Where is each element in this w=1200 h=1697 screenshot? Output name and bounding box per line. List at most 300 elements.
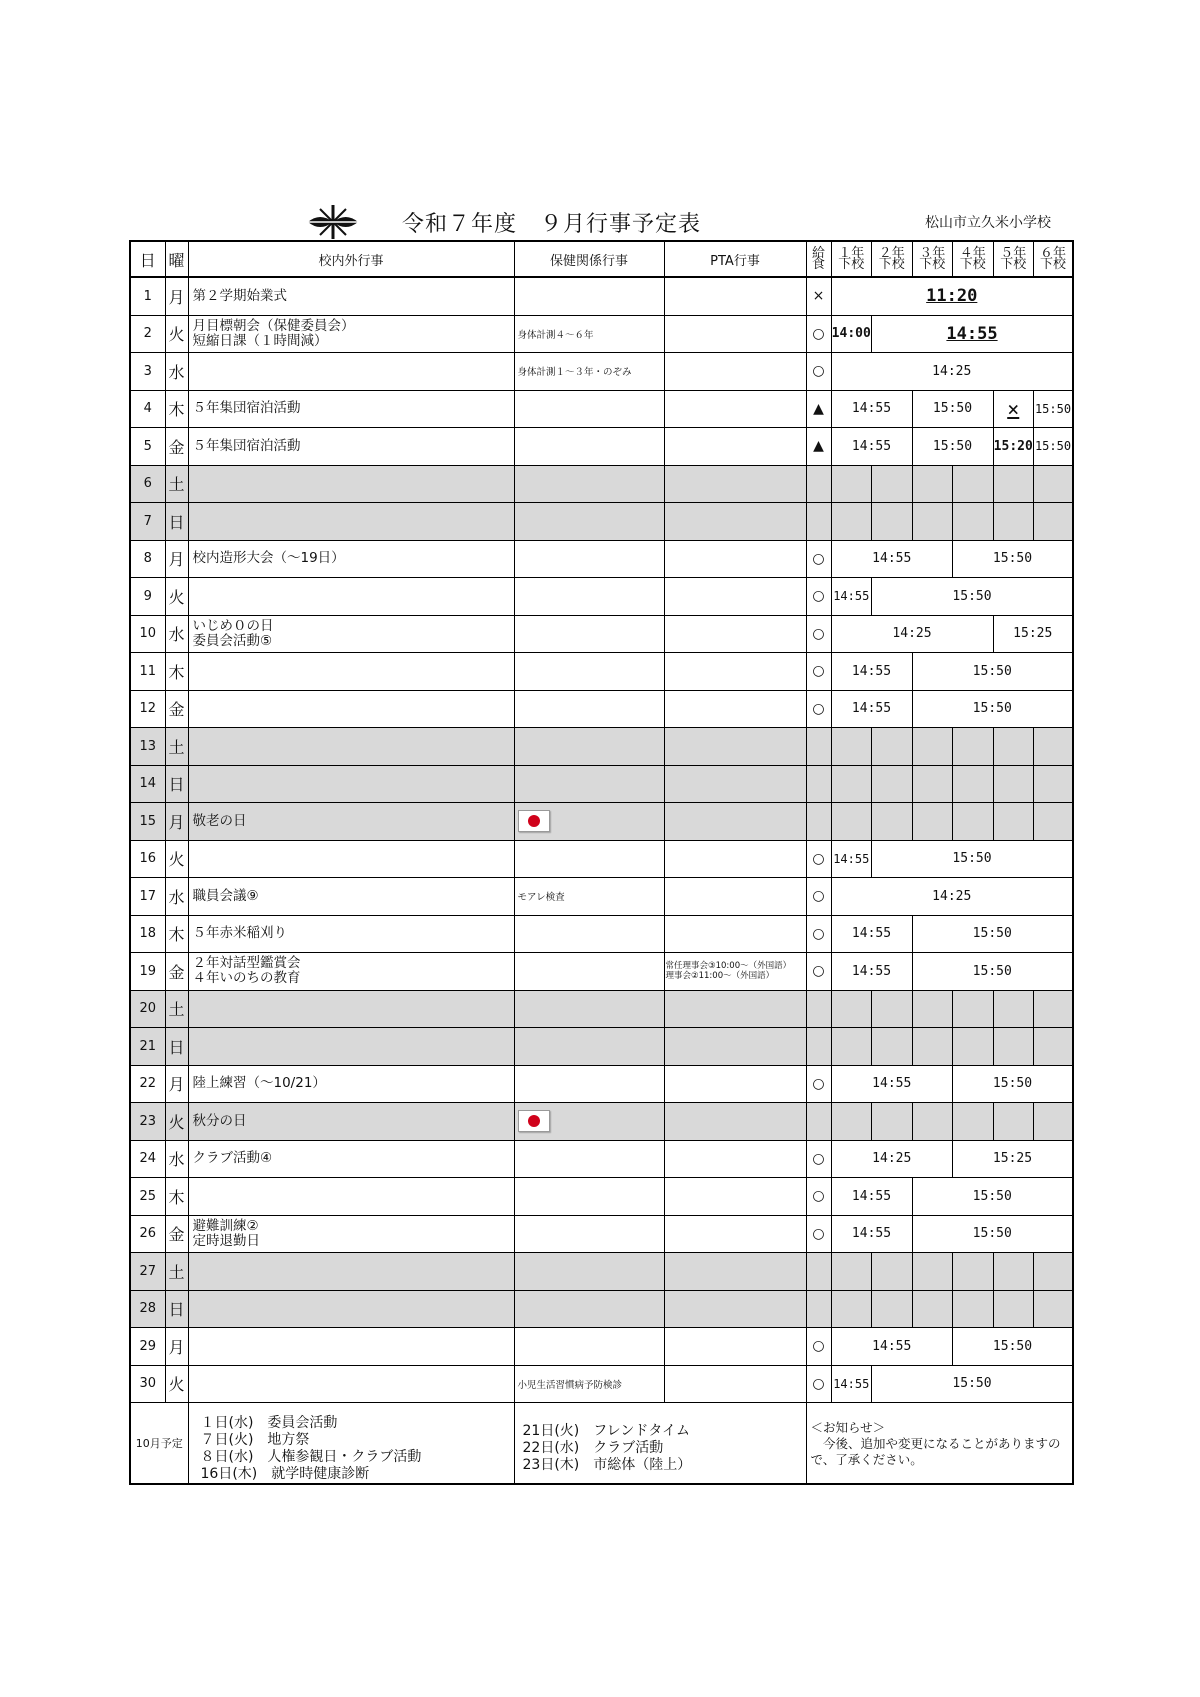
dismissal-time-cell bbox=[953, 765, 994, 803]
pta-event-cell bbox=[664, 1140, 806, 1178]
dismissal-time-cell bbox=[993, 1103, 1034, 1141]
dismissal-time-cell: 14:55 bbox=[831, 840, 872, 878]
pta-event-cell bbox=[664, 1065, 806, 1103]
dismissal-time-cell bbox=[872, 728, 913, 766]
table-row bbox=[130, 765, 1073, 803]
day-cell: 19 bbox=[130, 953, 165, 991]
header-health-events: 保健関係行事 bbox=[514, 241, 664, 277]
dismissal-time-cell: 14:00 bbox=[831, 315, 872, 353]
dismissal-time-cell: 11:20 bbox=[831, 277, 1073, 315]
lunch-cell: ○ bbox=[806, 1178, 831, 1216]
page-title: 令和７年度 ９月行事予定表 bbox=[402, 212, 702, 237]
school-event-cell bbox=[188, 803, 514, 841]
school-event-cell bbox=[188, 1103, 514, 1141]
school-event-text: 敬老の日 bbox=[192, 812, 247, 829]
school-event-cell bbox=[188, 1215, 514, 1253]
school-event-cell bbox=[188, 1028, 514, 1066]
school-event-text: 陸上練習（～10/21） bbox=[192, 1075, 326, 1092]
day-cell: 8 bbox=[130, 540, 165, 578]
health-event-cell bbox=[514, 503, 664, 541]
school-event-text: いじめ０の日 bbox=[192, 617, 274, 634]
pta-event-cell bbox=[664, 840, 806, 878]
school-event-cell bbox=[188, 690, 514, 728]
dismissal-time-cell: 15:50 bbox=[1034, 390, 1074, 428]
school-event-cell bbox=[188, 578, 514, 616]
lunch-cell bbox=[806, 728, 831, 766]
dismissal-time-cell: 15:50 bbox=[953, 540, 1074, 578]
school-event-text: 第２学期始業式 bbox=[192, 287, 287, 304]
dismissal-time-cell bbox=[1034, 465, 1074, 503]
dismissal-time-cell: 15:50 bbox=[872, 1365, 1074, 1403]
day-cell: 17 bbox=[130, 878, 165, 916]
dow-cell: 日 bbox=[165, 503, 188, 541]
school-event-text: 短縮日課（１時間減） bbox=[192, 332, 328, 349]
day-cell: 22 bbox=[130, 1065, 165, 1103]
dismissal-time-cell bbox=[831, 1103, 872, 1141]
dismissal-time-cell: 15:50 bbox=[953, 1328, 1074, 1366]
dismissal-time-cell bbox=[831, 1028, 872, 1066]
lunch-cell bbox=[806, 1028, 831, 1066]
dismissal-time-cell bbox=[872, 765, 913, 803]
dismissal-time-cell bbox=[912, 1103, 953, 1141]
footer-row bbox=[130, 1403, 1073, 1485]
day-cell: 12 bbox=[130, 690, 165, 728]
dismissal-time-cell bbox=[1034, 1103, 1074, 1141]
school-event-cell bbox=[188, 840, 514, 878]
lunch-cell: ○ bbox=[806, 578, 831, 616]
footer-left-item: 16日(木) 就学時健康診断 bbox=[200, 1466, 370, 1482]
health-event-cell bbox=[514, 578, 664, 616]
school-event-cell bbox=[188, 1065, 514, 1103]
lunch-cell bbox=[806, 803, 831, 841]
day-cell: 16 bbox=[130, 840, 165, 878]
school-event-text: ５年赤米稲刈り bbox=[192, 925, 287, 942]
table-row bbox=[130, 465, 1073, 503]
school-event-cell bbox=[188, 1140, 514, 1178]
dow-cell: 水 bbox=[165, 353, 188, 391]
school-event-text: 校内造形大会（～19日） bbox=[192, 550, 345, 567]
header-row bbox=[130, 241, 1073, 277]
dismissal-time-cell bbox=[912, 465, 953, 503]
lunch-cell: ○ bbox=[806, 315, 831, 353]
dismissal-time-cell bbox=[953, 803, 994, 841]
health-event-cell bbox=[514, 277, 664, 315]
footer-notice bbox=[806, 1403, 1073, 1485]
header-lunch: 給食 bbox=[806, 241, 831, 277]
pta-event-cell bbox=[664, 540, 806, 578]
school-event-cell bbox=[188, 1290, 514, 1328]
dismissal-time-cell: 15:50 bbox=[872, 840, 1074, 878]
pta-event-cell bbox=[664, 765, 806, 803]
dismissal-time-cell: 15:50 bbox=[912, 690, 1073, 728]
day-cell: 3 bbox=[130, 353, 165, 391]
table-row bbox=[130, 1365, 1073, 1403]
lunch-cell bbox=[806, 1290, 831, 1328]
pta-event-cell bbox=[664, 1290, 806, 1328]
health-event-cell bbox=[514, 428, 664, 466]
table-row bbox=[130, 503, 1073, 541]
dismissal-time-cell bbox=[953, 465, 994, 503]
day-cell: 20 bbox=[130, 990, 165, 1028]
health-event-cell bbox=[514, 1215, 664, 1253]
dismissal-time-cell bbox=[953, 728, 994, 766]
pta-event-cell bbox=[664, 953, 806, 991]
health-event-cell bbox=[514, 1028, 664, 1066]
header-grade-6: ６年 下校 bbox=[1034, 241, 1074, 277]
dismissal-time-cell bbox=[1034, 1290, 1074, 1328]
schedule-table bbox=[129, 240, 1074, 1485]
dismissal-time-cell: 15:50 bbox=[912, 915, 1073, 953]
lunch-cell: ○ bbox=[806, 653, 831, 691]
table-row bbox=[130, 915, 1073, 953]
lunch-cell bbox=[806, 1253, 831, 1291]
pta-event-cell bbox=[664, 390, 806, 428]
day-cell: 25 bbox=[130, 1178, 165, 1216]
health-event-cell: モアレ検査 bbox=[514, 878, 664, 916]
footer-left-item: １日(水) 委員会活動 bbox=[200, 1415, 338, 1431]
lunch-cell: ○ bbox=[806, 540, 831, 578]
pta-event-cell bbox=[664, 503, 806, 541]
school-event-text: ５年集団宿泊活動 bbox=[192, 437, 301, 454]
dismissal-time-cell bbox=[993, 1028, 1034, 1066]
dow-cell: 月 bbox=[165, 1065, 188, 1103]
lunch-cell: ○ bbox=[806, 690, 831, 728]
footer-label: 10月予定 bbox=[130, 1403, 188, 1485]
day-cell: 23 bbox=[130, 1103, 165, 1141]
school-event-text: ４年いのちの教育 bbox=[192, 970, 301, 987]
dismissal-time-cell bbox=[872, 1103, 913, 1141]
dismissal-time-cell: 14:25 bbox=[831, 615, 993, 653]
dismissal-time-cell bbox=[872, 803, 913, 841]
dismissal-time-cell bbox=[1034, 803, 1074, 841]
dismissal-time-cell bbox=[993, 728, 1034, 766]
table-row bbox=[130, 953, 1073, 991]
footer-middle-item: 22日(水) クラブ活動 bbox=[522, 1440, 664, 1456]
lunch-cell: ▲ bbox=[806, 428, 831, 466]
dow-cell: 水 bbox=[165, 878, 188, 916]
dismissal-time-cell bbox=[872, 465, 913, 503]
pta-event-cell bbox=[664, 1328, 806, 1366]
table-row bbox=[130, 540, 1073, 578]
table-row bbox=[130, 803, 1073, 841]
lunch-cell: ○ bbox=[806, 1365, 831, 1403]
pta-event-text: 常任理事会③10:00～（外国語） bbox=[665, 961, 792, 972]
health-event-cell bbox=[514, 1065, 664, 1103]
health-event-cell bbox=[514, 1328, 664, 1366]
lunch-cell: ○ bbox=[806, 1328, 831, 1366]
health-event-cell bbox=[514, 840, 664, 878]
pta-event-cell bbox=[664, 1215, 806, 1253]
dismissal-time-cell: 15:25 bbox=[993, 615, 1073, 653]
school-event-text: クラブ活動④ bbox=[192, 1150, 273, 1167]
school-event-cell bbox=[188, 653, 514, 691]
school-event-text: 避難訓練② bbox=[192, 1217, 259, 1234]
pta-event-cell bbox=[664, 728, 806, 766]
dow-cell: 金 bbox=[165, 1215, 188, 1253]
day-cell: 10 bbox=[130, 615, 165, 653]
table-row bbox=[130, 1328, 1073, 1366]
dow-cell: 火 bbox=[165, 315, 188, 353]
school-event-cell bbox=[188, 353, 514, 391]
school-emblem-icon bbox=[306, 203, 360, 241]
dismissal-time-cell: 14:55 bbox=[831, 915, 912, 953]
dismissal-time-cell bbox=[831, 503, 872, 541]
dow-cell: 火 bbox=[165, 840, 188, 878]
school-event-cell bbox=[188, 615, 514, 653]
header-grade-4: ４年 下校 bbox=[953, 241, 994, 277]
table-row bbox=[130, 1103, 1073, 1141]
dismissal-time-cell bbox=[993, 990, 1034, 1028]
lunch-cell: ○ bbox=[806, 840, 831, 878]
school-event-text: 委員会活動⑤ bbox=[192, 632, 273, 649]
health-event-cell bbox=[514, 465, 664, 503]
pta-event-cell bbox=[664, 990, 806, 1028]
dismissal-time-cell bbox=[912, 1290, 953, 1328]
day-cell: 18 bbox=[130, 915, 165, 953]
dismissal-time-cell bbox=[993, 1290, 1034, 1328]
table-row bbox=[130, 690, 1073, 728]
health-event-cell bbox=[514, 728, 664, 766]
school-event-cell bbox=[188, 765, 514, 803]
dismissal-time-cell bbox=[1034, 1028, 1074, 1066]
health-event-cell bbox=[514, 1253, 664, 1291]
dismissal-time-cell bbox=[912, 990, 953, 1028]
health-event-cell: 身体計測４～６年 bbox=[514, 315, 664, 353]
table-row bbox=[130, 878, 1073, 916]
lunch-cell: × bbox=[806, 277, 831, 315]
school-event-text: 職員会議⑨ bbox=[192, 887, 259, 904]
pta-event-cell bbox=[664, 1103, 806, 1141]
day-cell: 9 bbox=[130, 578, 165, 616]
dismissal-time-cell bbox=[872, 1290, 913, 1328]
dismissal-time-cell bbox=[872, 990, 913, 1028]
dismissal-time-cell bbox=[912, 803, 953, 841]
pta-event-cell bbox=[664, 277, 806, 315]
school-event-text: ２年対話型鑑賞会 bbox=[192, 955, 301, 972]
health-event-cell bbox=[514, 615, 664, 653]
dismissal-time-cell: 14:55 bbox=[831, 428, 912, 466]
footer-notice-text: 今後、追加や変更になることがありますので、了承ください。 bbox=[810, 1435, 1061, 1467]
dow-cell: 日 bbox=[165, 1028, 188, 1066]
dismissal-time-cell bbox=[912, 765, 953, 803]
japan-flag-icon bbox=[518, 1110, 550, 1132]
table-row bbox=[130, 428, 1073, 466]
pta-event-cell bbox=[664, 1253, 806, 1291]
footer-notice-title: ＜お知らせ＞ bbox=[810, 1419, 886, 1435]
dismissal-time-cell bbox=[912, 1253, 953, 1291]
school-event-cell bbox=[188, 728, 514, 766]
day-cell: 2 bbox=[130, 315, 165, 353]
lunch-cell: ○ bbox=[806, 1065, 831, 1103]
dow-cell: 月 bbox=[165, 803, 188, 841]
dismissal-time-cell bbox=[993, 765, 1034, 803]
lunch-cell: ○ bbox=[806, 878, 831, 916]
pta-event-cell bbox=[664, 353, 806, 391]
dow-cell: 土 bbox=[165, 465, 188, 503]
dismissal-time-cell bbox=[912, 503, 953, 541]
day-cell: 27 bbox=[130, 1253, 165, 1291]
table-row bbox=[130, 578, 1073, 616]
table-row bbox=[130, 1140, 1073, 1178]
health-event-cell bbox=[514, 803, 664, 841]
dismissal-time-cell: 14:55 bbox=[872, 315, 1074, 353]
day-cell: 21 bbox=[130, 1028, 165, 1066]
health-event-cell bbox=[514, 1290, 664, 1328]
school-event-cell bbox=[188, 277, 514, 315]
day-cell: 7 bbox=[130, 503, 165, 541]
pta-event-text: 理事会②11:00～（外国語） bbox=[665, 971, 775, 982]
dismissal-time-cell bbox=[1034, 1253, 1074, 1291]
table-row bbox=[130, 615, 1073, 653]
dismissal-time-cell: 14:55 bbox=[831, 1365, 872, 1403]
school-event-text: 秋分の日 bbox=[192, 1112, 247, 1129]
lunch-cell: ▲ bbox=[806, 390, 831, 428]
header-grade-1: １年 下校 bbox=[831, 241, 872, 277]
dow-cell: 火 bbox=[165, 1103, 188, 1141]
lunch-cell: ○ bbox=[806, 953, 831, 991]
dismissal-time-cell bbox=[912, 728, 953, 766]
header-grade-3: ３年 下校 bbox=[912, 241, 953, 277]
dow-cell: 金 bbox=[165, 690, 188, 728]
day-cell: 30 bbox=[130, 1365, 165, 1403]
day-cell: 4 bbox=[130, 390, 165, 428]
table-row bbox=[130, 653, 1073, 691]
day-cell: 26 bbox=[130, 1215, 165, 1253]
day-cell: 29 bbox=[130, 1328, 165, 1366]
school-event-cell bbox=[188, 1365, 514, 1403]
dismissal-time-cell bbox=[993, 803, 1034, 841]
pta-event-cell bbox=[664, 653, 806, 691]
lunch-cell: ○ bbox=[806, 1215, 831, 1253]
pta-event-cell bbox=[664, 1365, 806, 1403]
day-cell: 13 bbox=[130, 728, 165, 766]
dismissal-time-cell bbox=[1034, 765, 1074, 803]
dismissal-time-cell: 14:25 bbox=[831, 1140, 953, 1178]
footer-left-item: ７日(火) 地方祭 bbox=[200, 1432, 310, 1448]
dismissal-time-cell: 15:50 bbox=[1034, 428, 1074, 466]
health-event-cell bbox=[514, 653, 664, 691]
footer-october-list-middle bbox=[514, 1403, 806, 1485]
table-row bbox=[130, 1290, 1073, 1328]
dismissal-time-cell: 14:55 bbox=[831, 1065, 953, 1103]
dismissal-time-cell bbox=[953, 1103, 994, 1141]
table-row bbox=[130, 390, 1073, 428]
table-row bbox=[130, 277, 1073, 315]
dismissal-time-cell bbox=[831, 1290, 872, 1328]
dow-cell: 月 bbox=[165, 540, 188, 578]
day-cell: 11 bbox=[130, 653, 165, 691]
health-event-cell bbox=[514, 390, 664, 428]
school-event-cell bbox=[188, 465, 514, 503]
pta-event-cell bbox=[664, 915, 806, 953]
header-school-events: 校内外行事 bbox=[188, 241, 514, 277]
lunch-cell bbox=[806, 465, 831, 503]
lunch-cell bbox=[806, 765, 831, 803]
dismissal-time-cell bbox=[1034, 503, 1074, 541]
dow-cell: 金 bbox=[165, 953, 188, 991]
pta-event-cell bbox=[664, 465, 806, 503]
lunch-cell: ○ bbox=[806, 353, 831, 391]
health-event-cell bbox=[514, 765, 664, 803]
lunch-cell bbox=[806, 503, 831, 541]
dismissal-time-cell bbox=[953, 1028, 994, 1066]
dismissal-time-cell: 15:50 bbox=[912, 653, 1073, 691]
dow-cell: 土 bbox=[165, 990, 188, 1028]
school-event-cell bbox=[188, 990, 514, 1028]
school-event-cell bbox=[188, 915, 514, 953]
dismissal-time-cell: 14:55 bbox=[831, 690, 912, 728]
day-cell: 28 bbox=[130, 1290, 165, 1328]
table-row bbox=[130, 990, 1073, 1028]
health-event-cell: 身体計測１～３年・のぞみ bbox=[514, 353, 664, 391]
table-row bbox=[130, 353, 1073, 391]
school-event-cell bbox=[188, 315, 514, 353]
school-name: 松山市立久米小学校 bbox=[925, 215, 1051, 231]
dismissal-time-cell bbox=[831, 765, 872, 803]
school-event-cell bbox=[188, 1178, 514, 1216]
dismissal-time-cell: × bbox=[993, 390, 1034, 428]
day-cell: 5 bbox=[130, 428, 165, 466]
school-event-cell bbox=[188, 390, 514, 428]
dismissal-time-cell bbox=[872, 503, 913, 541]
footer-left-item: ８日(水) 人権参観日・クラブ活動 bbox=[200, 1449, 422, 1465]
dow-cell: 日 bbox=[165, 765, 188, 803]
dow-cell: 月 bbox=[165, 277, 188, 315]
day-cell: 1 bbox=[130, 277, 165, 315]
table-row bbox=[130, 1215, 1073, 1253]
pta-event-cell bbox=[664, 615, 806, 653]
dismissal-time-cell: 14:55 bbox=[831, 1328, 953, 1366]
health-event-cell bbox=[514, 990, 664, 1028]
dow-cell: 火 bbox=[165, 1365, 188, 1403]
dismissal-time-cell bbox=[953, 503, 994, 541]
dismissal-time-cell: 14:55 bbox=[831, 390, 912, 428]
health-event-cell: 小児生活習慣病予防検診 bbox=[514, 1365, 664, 1403]
dismissal-time-cell: 14:25 bbox=[831, 353, 1073, 391]
dismissal-time-cell bbox=[872, 1028, 913, 1066]
day-cell: 15 bbox=[130, 803, 165, 841]
lunch-cell: ○ bbox=[806, 1140, 831, 1178]
footer-middle-item: 21日(火) フレンドタイム bbox=[522, 1423, 691, 1439]
dismissal-time-cell bbox=[831, 728, 872, 766]
pta-event-cell bbox=[664, 1028, 806, 1066]
health-event-cell bbox=[514, 690, 664, 728]
pta-event-cell bbox=[664, 1178, 806, 1216]
dismissal-time-cell bbox=[872, 1253, 913, 1291]
dismissal-time-cell bbox=[1034, 990, 1074, 1028]
dismissal-time-cell bbox=[993, 503, 1034, 541]
day-cell: 24 bbox=[130, 1140, 165, 1178]
dismissal-time-cell bbox=[831, 1253, 872, 1291]
school-event-cell bbox=[188, 878, 514, 916]
dow-cell: 土 bbox=[165, 1253, 188, 1291]
dow-cell: 月 bbox=[165, 1328, 188, 1366]
table-row bbox=[130, 1065, 1073, 1103]
dow-cell: 金 bbox=[165, 428, 188, 466]
dow-cell: 土 bbox=[165, 728, 188, 766]
school-event-cell bbox=[188, 1253, 514, 1291]
dismissal-time-cell: 15:50 bbox=[912, 1178, 1073, 1216]
dow-cell: 火 bbox=[165, 578, 188, 616]
schedule-body bbox=[130, 277, 1073, 1403]
footer-october-list-left bbox=[188, 1403, 514, 1485]
health-event-cell bbox=[514, 1140, 664, 1178]
dismissal-time-cell bbox=[953, 1290, 994, 1328]
dismissal-time-cell bbox=[912, 1028, 953, 1066]
dismissal-time-cell: 14:55 bbox=[831, 540, 953, 578]
header-dow: 曜 bbox=[165, 241, 188, 277]
dismissal-time-cell: 14:55 bbox=[831, 1215, 912, 1253]
